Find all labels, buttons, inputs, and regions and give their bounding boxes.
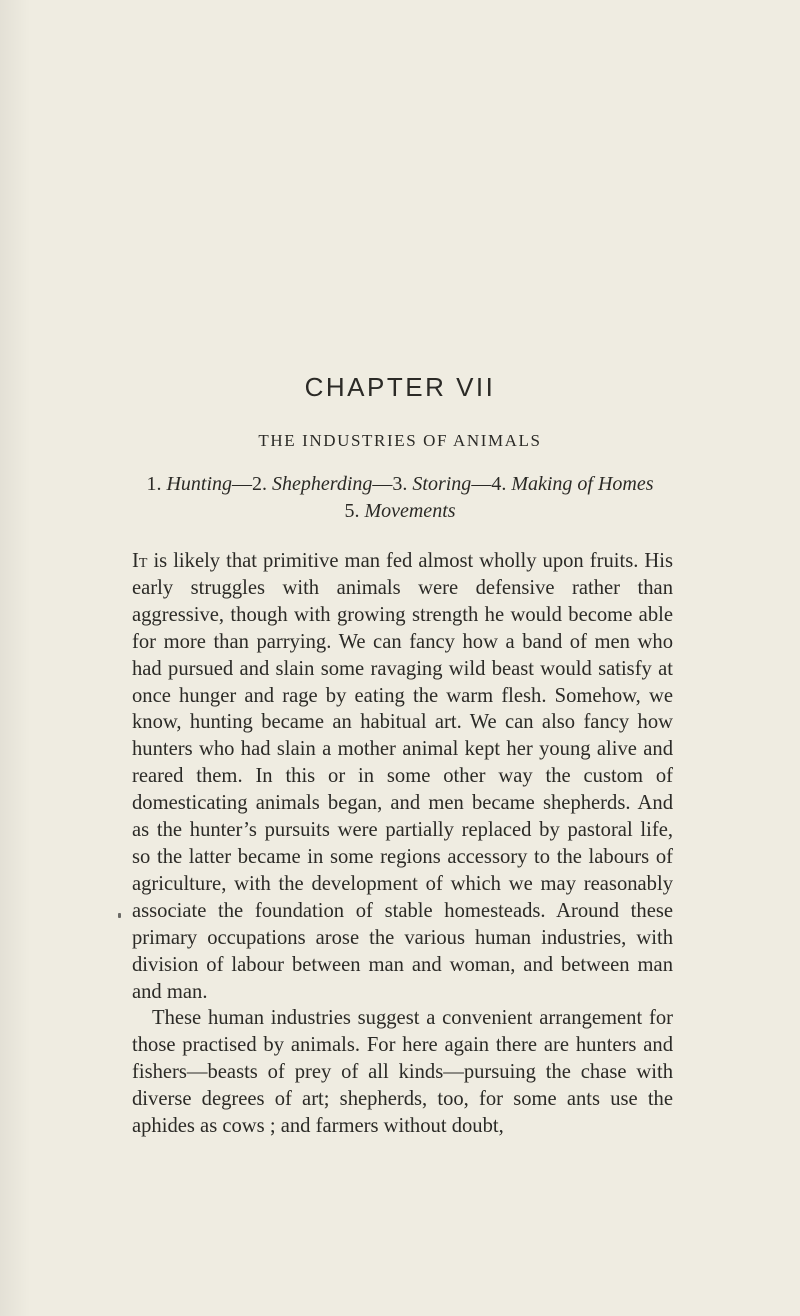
chapter-contents-line-1 [40,473,760,496]
chapter-subtitle: THE INDUSTRIES OF ANIMALS [258,431,542,450]
margin-speck [118,913,121,918]
paragraph-lead-word: It [132,550,148,572]
contents-topic: Shepherding [272,473,373,495]
chapter-title: CHAPTER VII [304,372,496,402]
contents-number: —2. [232,473,273,495]
paragraph-2: These human industries suggest a convenient arrangement for those practised by animals. For here again there are hunters and fishers—beasts of prey of all kinds—pursuing the chase with diverse degrees of art; shepherds, too, for some ants use the aphides as cows ; and farmers without doubt, [132,1007,673,1138]
contents-topic: Movements [364,500,456,522]
chapter-contents-line-2 [40,500,760,523]
contents-topic: Storing [412,473,472,495]
body-text [132,548,673,1140]
contents-number: 1. [146,473,167,495]
paragraph-1-text: is likely that primitive man fed almost wholly upon fruits. His early struggles with animals were defensive rather than aggressive, though with growing strength he would become able for more than parrying. We can fancy how a band of men who had pursued and slain some ravaging wild beast would satisfy at once hunger and rage by eating the warm flesh. Somehow, we know, hunting became an habitual art. We can also fancy how hunters who had slain a mother animal kept her young alive and reared them. In this or in some other way the custom of domesticating animals began, and men became shepherds. And as the hunter’s pursuits were partially replaced by pastoral life, so the latter became in some regions accessory to the labours of agriculture, with the development of which we may reasonably associate the foundation of stable homesteads. Around these primary occupations arose the various human industries, with division of labour between man and woman, and between man and man. [132,550,673,1003]
contents-topic: Making of Homes [511,473,654,495]
contents-number: 5. [344,500,365,522]
paragraph-1 [132,548,673,1005]
contents-topic: Hunting [166,473,233,495]
contents-number: —3. [372,473,413,495]
contents-number: —4. [471,473,512,495]
